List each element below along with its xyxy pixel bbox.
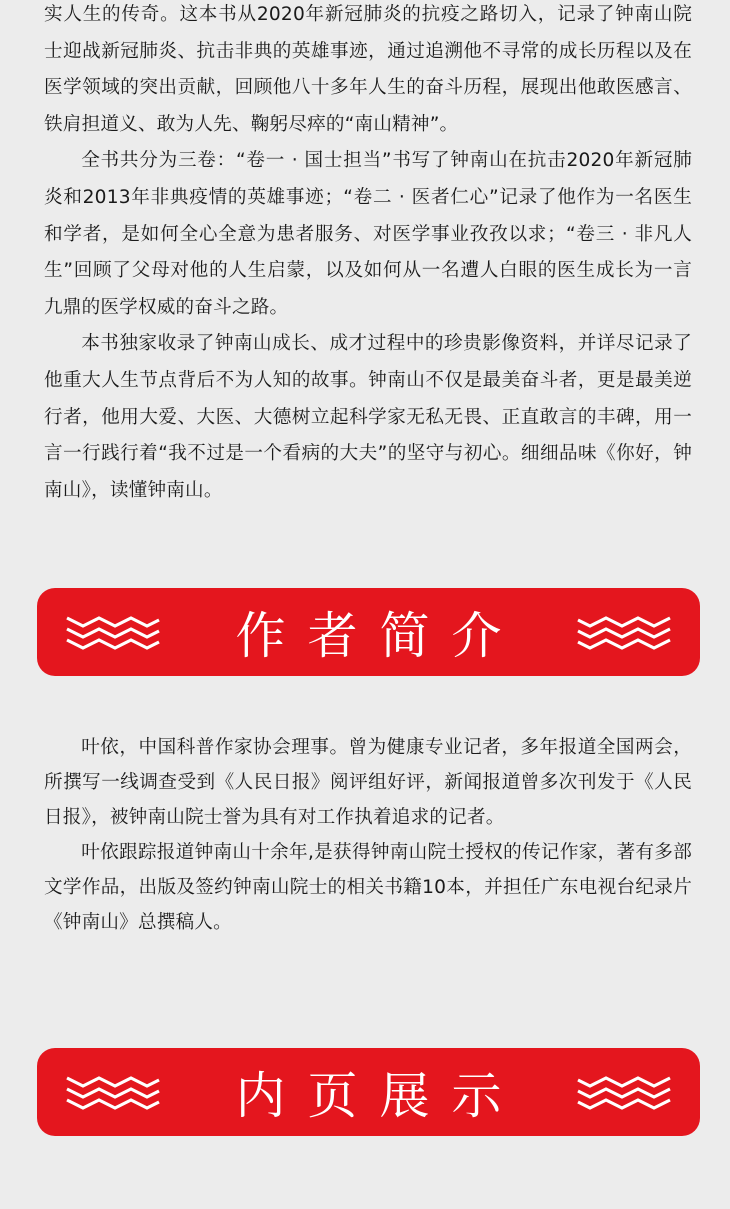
zigzag-chevrons-icon bbox=[576, 1072, 672, 1112]
zigzag-chevrons-icon bbox=[65, 612, 161, 652]
zigzag-chevrons-icon bbox=[576, 612, 672, 652]
author-intro-title: 作者简介 bbox=[235, 607, 524, 665]
author-paragraph-2: 叶依跟踪报道钟南山十余年,是获得钟南山院士授权的传记作家，著有多部文学作品，出版及签约钟南山院士的相关书籍10本，并担任广东电视台纪录片《钟南山》总撰稿人。 bbox=[44, 842, 692, 933]
author-paragraph-1: 叶依，中国科普作家协会理事。曾为健康专业记者，多年报道全国两会，所撰写一线调查受到《人民日报》阅评组好评，新闻报道曾多次刊发于《人民日报》，被钟南山院士誉为具有对工作执着追求的记者。 bbox=[44, 737, 692, 828]
intro-paragraph-1: 实人生的传奇。这本书从2020年新冠肺炎的抗疫之路切入，记录了钟南山院士迎战新冠肺炎、抗击非典的英雄事迹，通过追溯他不寻常的成长历程以及在医学领域的突出贡献，回顾他八十多年人生的奋斗历程，展现出他敢医感言、铁肩担道义、敢为人先、鞠躬尽瘁的“南山精神”。 bbox=[44, 4, 692, 135]
inner-pages-banner bbox=[37, 1048, 700, 1136]
inner-pages-title: 内页展示 bbox=[235, 1067, 524, 1125]
author-bio-section bbox=[44, 730, 692, 940]
intro-paragraph-3: 本书独家收录了钟南山成长、成才过程中的珍贵影像资料，并详尽记录了他重大人生节点背后不为人知的故事。钟南山不仅是最美奋斗者，更是最美逆行者，他用大爱、大医、大德树立起科学家无私无畏、正直敢言的丰碑，用一言一行践行着“我不过是一个看病的大夫”的坚守与初心。细细品味《你好，钟南山》，读懂钟南山。 bbox=[44, 333, 692, 501]
author-intro-banner bbox=[37, 588, 700, 676]
zigzag-chevrons-icon bbox=[65, 1072, 161, 1112]
book-intro-section bbox=[44, 0, 692, 509]
intro-paragraph-2: 全书共分为三卷：“卷一 · 国士担当”书写了钟南山在抗击2020年新冠肺炎和2013年非典疫情的英雄事迹；“卷二 · 医者仁心”记录了他作为一名医生和学者，是如何全心全意为患者服务、对医学事业孜孜以求；“卷三 · 非凡人生”回顾了父母对他的人生启蒙，以及如何从一名遭人白眼的医生成长为一言九鼎的医学权威的奋斗之路。 bbox=[44, 150, 692, 318]
